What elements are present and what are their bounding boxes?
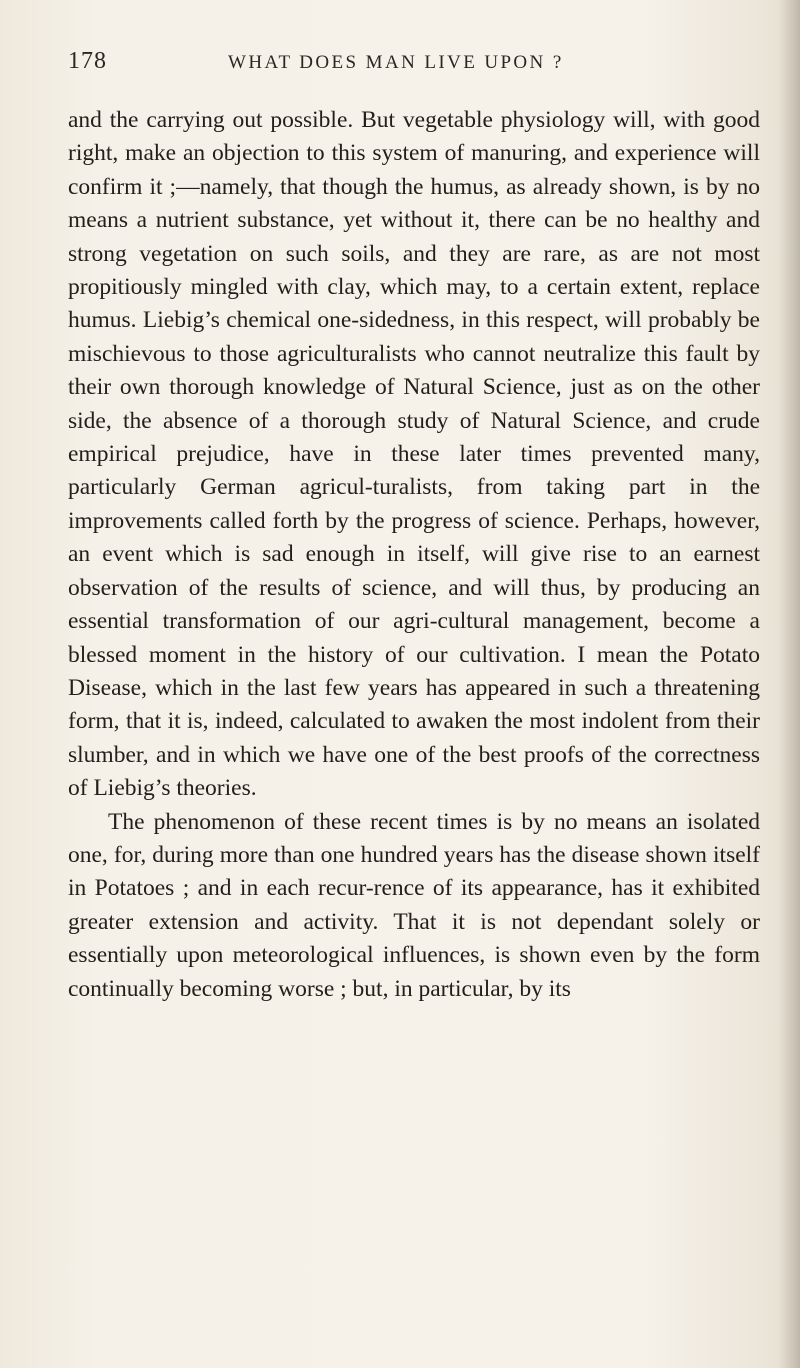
body-text (68, 104, 760, 1006)
page-number: 178 (68, 48, 107, 74)
page-gutter-shadow (778, 0, 800, 1368)
page-header (68, 48, 738, 88)
paragraph-2: The phenomenon of these recent times is by no means an isolated one, for, during more than one hundred years has the disease shown itself in Potatoes ; and in each recur-rence of its appearance, has it exhibited greater extension and activity. That it is not dependant solely or essentially upon meteorological influences, is shown even by the form continually becoming worse ; but, in particular, by its (68, 808, 760, 1002)
running-head: WHAT DOES MAN LIVE UPON ? (228, 52, 564, 73)
paragraph-1: and the carrying out possible. But vegetable physiology will, with good right, make an objection to this system of manuring, and experience will confirm it ;—namely, that though the humus, as already shown, is by no means a nutrient substance, yet without it, there can be no healthy and strong vegetation on such soils, and they are rare, as are not most propitiously mingled with clay, which may, to a certain extent, replace humus. Liebig’s chemical one-sidedness, in this respect, will probably be mischievous to those agriculturalists who cannot neutralize this fault by their own thorough knowledge of Natural Science, just as on the other side, the absence of a thorough study of Natural Science, and crude empirical prejudice, have in these later times prevented many, particularly German agricul-turalists, from taking part in the improvements called forth by the progress of science. Perhaps, however, an event which is sad enough in itself, will give rise to an earnest observation of the results of science, and will thus, by producing an essential transformation of our agri-cultural management, become a blessed moment in the history of our cultivation. I mean the Potato Disease, which in the last few years has appeared in such a threatening form, that it is, indeed, calculated to awaken the most indolent from their slumber, and in which we have one of the best proofs of the correctness of Liebig’s theories. (68, 107, 760, 802)
